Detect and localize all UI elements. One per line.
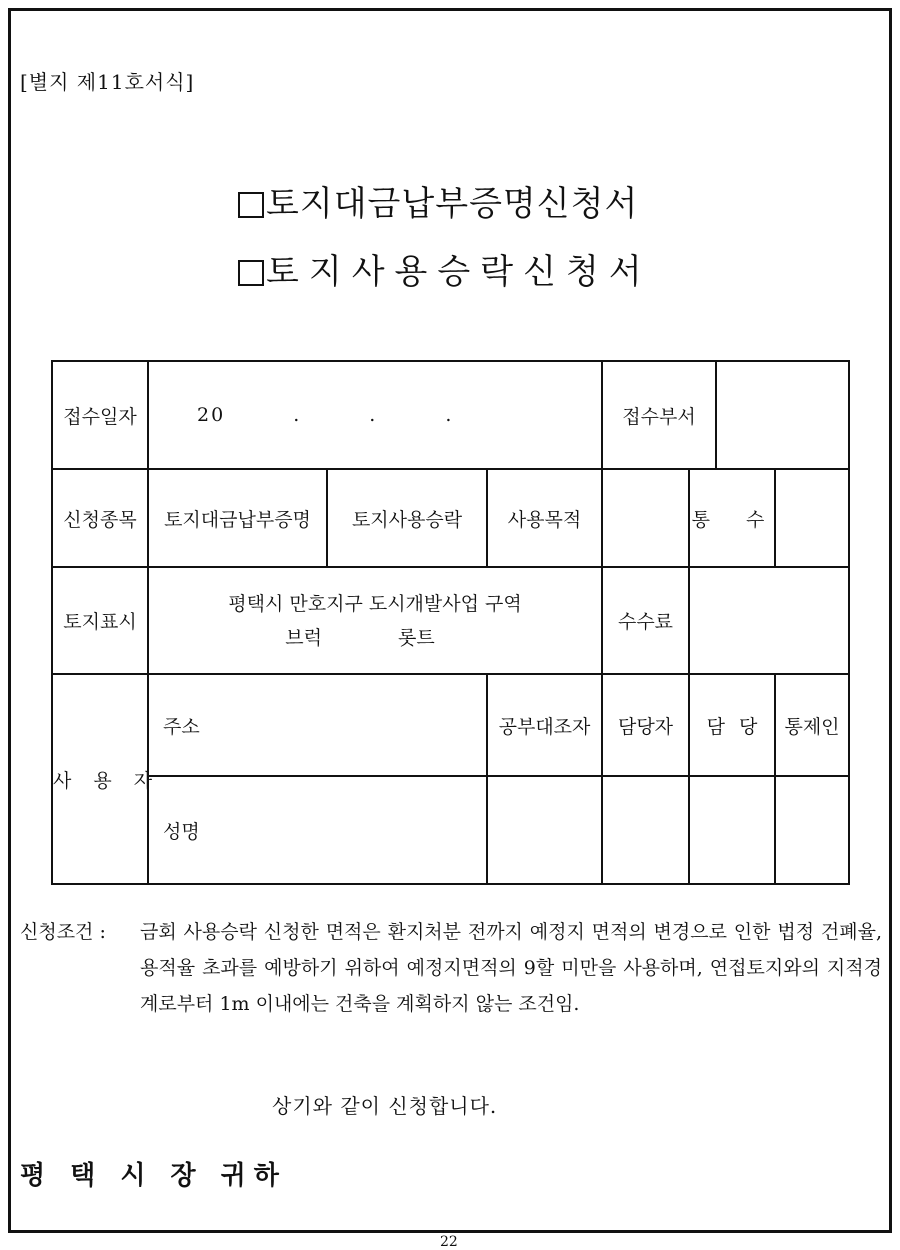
name-label[interactable]: 성명 (148, 776, 487, 884)
address-label[interactable]: 주소 (148, 674, 487, 776)
seal-label: 통제인 (775, 674, 849, 776)
row-user-address (52, 674, 849, 776)
manager-label: 담 당 (689, 674, 775, 776)
fee-value[interactable] (689, 567, 849, 674)
title-line1-text: 토지대금납부증명신청서 (266, 184, 639, 224)
recipient: 평 택 시 장 귀하 (20, 1161, 287, 1191)
application-type-label: 신청종목 (52, 469, 148, 567)
apply-statement: 상기와 같이 신청합니다. (272, 1094, 498, 1118)
title-land-use-consent (238, 244, 652, 293)
receipt-dept-group (602, 361, 849, 469)
seal-sign[interactable] (775, 776, 849, 884)
receipt-date-value[interactable]: 20 . . . (148, 361, 602, 469)
land-line1: 평택시 만호지구 도시개발사업 구역 (228, 592, 522, 615)
checkbox-land-use[interactable] (238, 260, 264, 286)
conditions-text: 금회 사용승락 신청한 면적은 환지처분 전까지 예정지 면적의 변경으로 인한 법정 건폐율, 용적율 초과를 예방하기 위하여 예정지면적의 9할 미만을 사용하며, 연접토지와의 지적경계로부터 1m 이내에는 건축을 계획하지 않는 조건임. (140, 921, 882, 1015)
application-table (51, 360, 850, 885)
land-line2: 브럭 롯트 (285, 626, 435, 649)
checkbox-land-payment[interactable] (238, 192, 264, 218)
receipt-dept-value[interactable] (716, 362, 848, 468)
purpose-value[interactable] (602, 469, 689, 567)
purpose-label: 사용목적 (487, 469, 602, 567)
form-reference: [별지 제11호서식] (20, 70, 195, 94)
title-line2-text: 토지사용승락신청서 (266, 252, 652, 292)
staff-label: 담당자 (602, 674, 689, 776)
row-user-name (52, 776, 849, 884)
land-label: 토지표시 (52, 567, 148, 674)
fee-label: 수수료 (602, 567, 689, 674)
ledger-check-label: 공부대조자 (487, 674, 602, 776)
copies-value[interactable] (775, 469, 849, 567)
copies-label: 통 수 (689, 469, 775, 567)
row-land (52, 567, 849, 674)
title-land-payment-certificate (238, 176, 638, 225)
type-land-payment[interactable]: 토지대금납부증명 (148, 469, 327, 567)
user-label: 사 용 자 (52, 674, 148, 884)
receipt-dept-label: 접수부서 (603, 362, 716, 468)
page-number: 22 (440, 1234, 458, 1250)
land-description[interactable] (148, 567, 602, 674)
receipt-date-label: 접수일자 (52, 361, 148, 469)
row-application-type (52, 469, 849, 567)
conditions-label: 신청조건 : (20, 921, 106, 943)
ledger-check-sign[interactable] (487, 776, 602, 884)
manager-sign[interactable] (689, 776, 775, 884)
row-receipt (52, 361, 849, 469)
type-land-use[interactable]: 토지사용승락 (327, 469, 487, 567)
staff-sign[interactable] (602, 776, 689, 884)
